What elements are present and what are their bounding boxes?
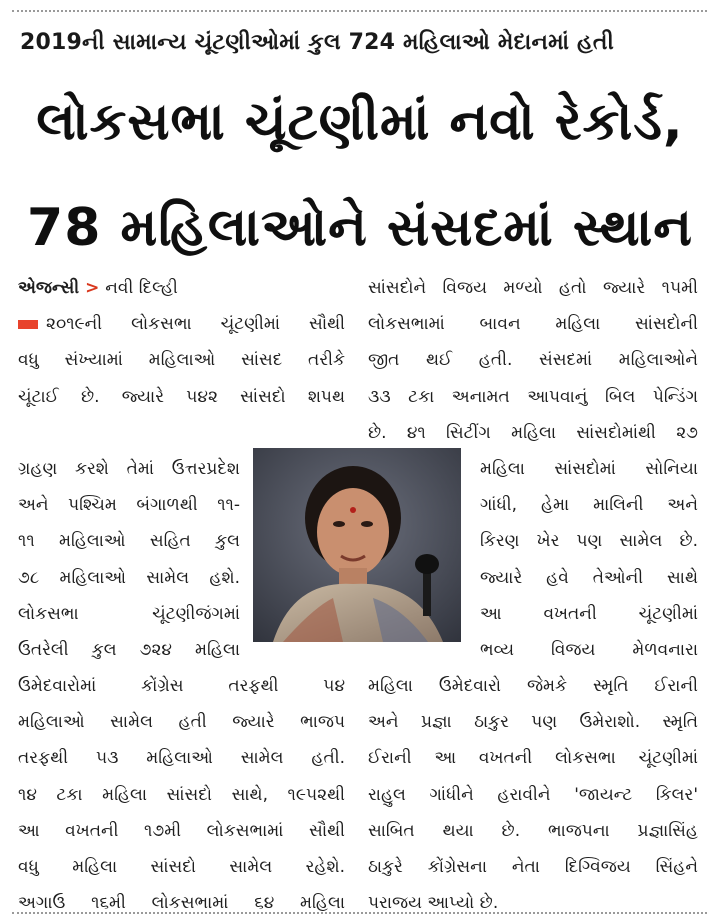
article-line: ઉતરેલી કુલ ૭૨૪ મહિલા <box>18 639 240 660</box>
kicker-headline: 2019ની સામાન્ય ચૂંટણીઓમાં કુલ 724 મહિલાઓ મેદાનમાં હતી <box>20 30 614 55</box>
bottom-divider <box>12 912 707 914</box>
right-column-narrow <box>480 451 698 668</box>
byline <box>18 270 345 306</box>
politician-photo <box>253 448 461 642</box>
article-line: તરફથી ૫૩ મહિલાઓ સામેલ હતી. <box>18 748 345 769</box>
article-line: ૧૪ ટકા મહિલા સાંસદો સાથે, ૧૯૫૨થી <box>18 784 345 805</box>
article-line: મહિલાઓ સામેલ હતી જ્યારે ભાજપ <box>18 712 345 733</box>
article-line: ભવ્ય વિજય મેળવનારા <box>480 639 698 660</box>
top-divider <box>12 10 707 12</box>
left-column-bottom <box>18 668 345 921</box>
article-line: ગાંધી, હેમા માલિની અને <box>480 495 698 516</box>
article-line: લોકસભા ચૂંટણીજંગમાં <box>18 603 240 624</box>
article-line: લોકસભામાં બાવન મહિલા સાંસદોની <box>368 314 698 335</box>
byline-city: નવી દિલ્હી <box>105 278 178 298</box>
left-column-top <box>18 270 345 415</box>
article-line: ૭૮ મહિલાઓ સામેલ હશે. <box>18 567 240 588</box>
article-line: અગાઉ ૧૬મી લોકસભામાં ૬૪ મહિલા <box>18 893 345 914</box>
article-line: ૩૩ ટકા અનામત આપવાનું બિલ પેન્ડિંગ <box>368 386 698 407</box>
portrait-image <box>253 448 461 642</box>
article-line: ઠાકુરે કોંગ્રેસના નેતા દિગ્વિજય સિંહને <box>368 856 698 877</box>
article-line: ચૂંટાઈ છે. જ્યારે ૫૪૨ સાંસદો શપથ <box>18 386 345 407</box>
article-line: રાહુલ ગાંધીને હરાવીને 'જાયન્ટ કિલર' <box>368 784 698 805</box>
right-column-bottom <box>368 668 698 921</box>
byline-separator: > <box>85 278 100 298</box>
article-line: છે. ૪૧ સિટીંગ મહિલા સાંસદોમાંથી ૨૭ <box>368 422 698 443</box>
main-headline-line-1: લોકસભા ચૂંટણીમાં નવો રેકોર્ડ, <box>36 92 684 152</box>
article-line: સાબિત થયા છે. ભાજપના પ્રજ્ઞાસિંહ <box>368 820 698 841</box>
right-column-top <box>368 270 698 451</box>
article-line: જ્યારે હવે તેઓની સાથે <box>480 567 698 588</box>
article-line: આ વખતની ૧૭મી લોકસભામાં સૌથી <box>18 820 345 841</box>
article-line: વધુ મહિલા સાંસદો સામેલ રહેશે. <box>18 856 345 877</box>
article-line: સાંસદોને વિજય મળ્યો હતો જ્યારે ૧૫મી <box>368 278 698 298</box>
article-line: ઉમેદવારોમાં કોંગ્રેસ તરફથી ૫૪ <box>18 676 345 696</box>
bullet-marker <box>18 320 38 329</box>
article-line: આ વખતની ચૂંટણીમાં <box>480 603 698 624</box>
article-line: અને પશ્ચિમ બંગાળથી ૧૧- <box>18 495 240 516</box>
article-line: પરાજય આપ્યો છે. <box>368 893 499 914</box>
article-line: મહિલા ઉમેદવારો જેમકે સ્મૃતિ ઈરાની <box>368 676 698 696</box>
byline-agency: એજન્સી <box>18 278 80 298</box>
article-line: ગ્રહણ કરશે તેમાં ઉત્તરપ્રદેશ <box>18 459 240 479</box>
article-line: ૧૧ મહિલાઓ સહિત કુલ <box>18 531 240 552</box>
article-line: અને પ્રજ્ઞા ઠાકુર પણ ઉમેરાશો. સ્મૃતિ <box>368 712 698 733</box>
article-line-text: ૨૦૧૯ની લોકસભા ચૂંટણીમાં સૌથી <box>46 314 345 335</box>
article-line: મહિલા સાંસદોમાં સોનિયા <box>480 459 698 479</box>
article-line: જીત થઈ હતી. સંસદમાં મહિલાઓને <box>368 350 698 371</box>
main-headline-line-2: 78 મહિલાઓને સંસદમાં સ્થાન <box>27 198 693 258</box>
article-line: વધુ સંખ્યામાં મહિલાઓ સાંસદ તરીકે <box>18 350 345 371</box>
article-line: ઈરાની આ વખતની લોકસભા ચૂંટણીમાં <box>368 748 698 769</box>
article-line <box>18 306 345 342</box>
article-line: કિરણ ખેર પણ સામેલ છે. <box>480 531 698 552</box>
left-column-narrow <box>18 451 240 668</box>
